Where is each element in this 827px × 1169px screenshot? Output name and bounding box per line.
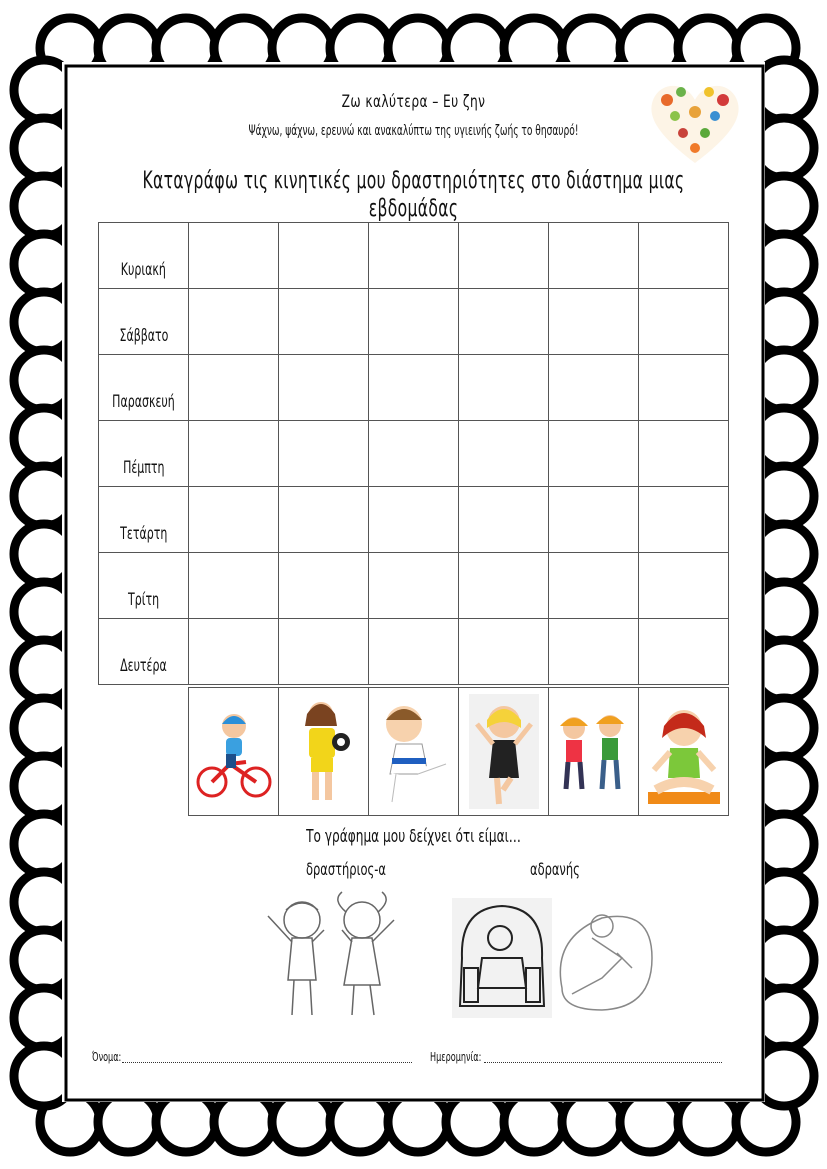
- grid-cell[interactable]: [189, 553, 279, 619]
- grid-cell[interactable]: [369, 289, 459, 355]
- grid-cell[interactable]: [369, 553, 459, 619]
- day-label: Τρίτη: [99, 553, 189, 619]
- activity-cell: [189, 688, 279, 816]
- grid-cell[interactable]: [459, 289, 549, 355]
- grid-cell[interactable]: [549, 487, 639, 553]
- active-kids-outline-icon: [262, 890, 402, 1025]
- grid-cell[interactable]: [369, 619, 459, 685]
- grid-cell[interactable]: [639, 355, 729, 421]
- inactive-kids-outline-icon: [452, 898, 657, 1018]
- grid-cell[interactable]: [279, 421, 369, 487]
- grid-cell[interactable]: [189, 223, 279, 289]
- grid-cell[interactable]: [639, 289, 729, 355]
- day-label: Σάββατο: [99, 289, 189, 355]
- name-field[interactable]: [122, 1062, 412, 1063]
- grid-row: [99, 355, 729, 421]
- grid-cell[interactable]: [459, 223, 549, 289]
- page-subtitle: Ψάχνω, ψάχνω, ερευνώ και ανακαλύπτω της υγιεινής ζωής το θησαυρό!: [248, 123, 579, 139]
- activity-grid: [98, 222, 729, 685]
- grid-cell[interactable]: [369, 355, 459, 421]
- grid-cell[interactable]: [279, 289, 369, 355]
- grid-cell[interactable]: [549, 421, 639, 487]
- grid-cell[interactable]: [279, 223, 369, 289]
- grid-cell[interactable]: [549, 289, 639, 355]
- yoga-girl-icon: [642, 694, 726, 809]
- grid-cell[interactable]: [459, 553, 549, 619]
- grid-cell[interactable]: [459, 421, 549, 487]
- grid-cell[interactable]: [459, 355, 549, 421]
- grid-cell[interactable]: [639, 487, 729, 553]
- activity-cell: [549, 688, 639, 816]
- grid-cell[interactable]: [639, 223, 729, 289]
- grid-cell[interactable]: [279, 619, 369, 685]
- grid-cell[interactable]: [369, 421, 459, 487]
- cycling-child-icon: [194, 704, 274, 799]
- grid-row: [99, 223, 729, 289]
- grid-cell[interactable]: [189, 355, 279, 421]
- grid-cell[interactable]: [639, 421, 729, 487]
- grid-cell[interactable]: [639, 619, 729, 685]
- inactive-label: αδρανής: [530, 860, 580, 880]
- activity-cell: [369, 688, 459, 816]
- grid-cell[interactable]: [549, 553, 639, 619]
- instruction-heading: Καταγράφω τις κινητικές μου δραστηριότητες στο διάστημα μιας εβδομάδας: [142, 166, 685, 222]
- healthy-heart-logo-icon: [645, 78, 745, 168]
- grid-cell[interactable]: [369, 223, 459, 289]
- activity-pictures: [188, 687, 729, 816]
- grid-cell[interactable]: [189, 289, 279, 355]
- grid-cell[interactable]: [549, 619, 639, 685]
- grid-row: [99, 619, 729, 685]
- grid-cell[interactable]: [459, 487, 549, 553]
- dance-girl-icon: [469, 694, 539, 809]
- result-caption: Το γράφημα μου δείχνει ότι είμαι…: [306, 826, 521, 847]
- name-label: Όνομα:: [92, 1050, 122, 1064]
- day-label: Πέμπτη: [99, 421, 189, 487]
- grid-cell[interactable]: [279, 553, 369, 619]
- grid-cell[interactable]: [189, 421, 279, 487]
- activity-cell: [639, 688, 729, 816]
- date-field[interactable]: [484, 1062, 722, 1063]
- grid-cell[interactable]: [459, 619, 549, 685]
- activity-cell: [459, 688, 549, 816]
- grid-row: [99, 553, 729, 619]
- karate-boy-icon: [374, 694, 454, 809]
- date-label: Ημερομηνία:: [430, 1050, 482, 1064]
- day-label: Τετάρτη: [99, 487, 189, 553]
- day-label: Παρασκευή: [99, 355, 189, 421]
- active-label: δραστήριος-α: [306, 860, 386, 880]
- day-label: Δευτέρα: [99, 619, 189, 685]
- hiking-kids-icon: [552, 704, 636, 799]
- grid-row: [99, 421, 729, 487]
- grid-cell[interactable]: [639, 553, 729, 619]
- grid-row: [99, 289, 729, 355]
- grid-cell[interactable]: [549, 223, 639, 289]
- grid-cell[interactable]: [369, 487, 459, 553]
- day-label: Κυριακή: [99, 223, 189, 289]
- activity-cell: [279, 688, 369, 816]
- grid-cell[interactable]: [549, 355, 639, 421]
- grid-row: [99, 487, 729, 553]
- grid-cell[interactable]: [189, 619, 279, 685]
- soccer-girl-icon: [289, 694, 359, 809]
- grid-cell[interactable]: [279, 355, 369, 421]
- page-title: Ζω καλύτερα – Ευ ζην: [341, 92, 486, 112]
- grid-cell[interactable]: [279, 487, 369, 553]
- grid-cell[interactable]: [189, 487, 279, 553]
